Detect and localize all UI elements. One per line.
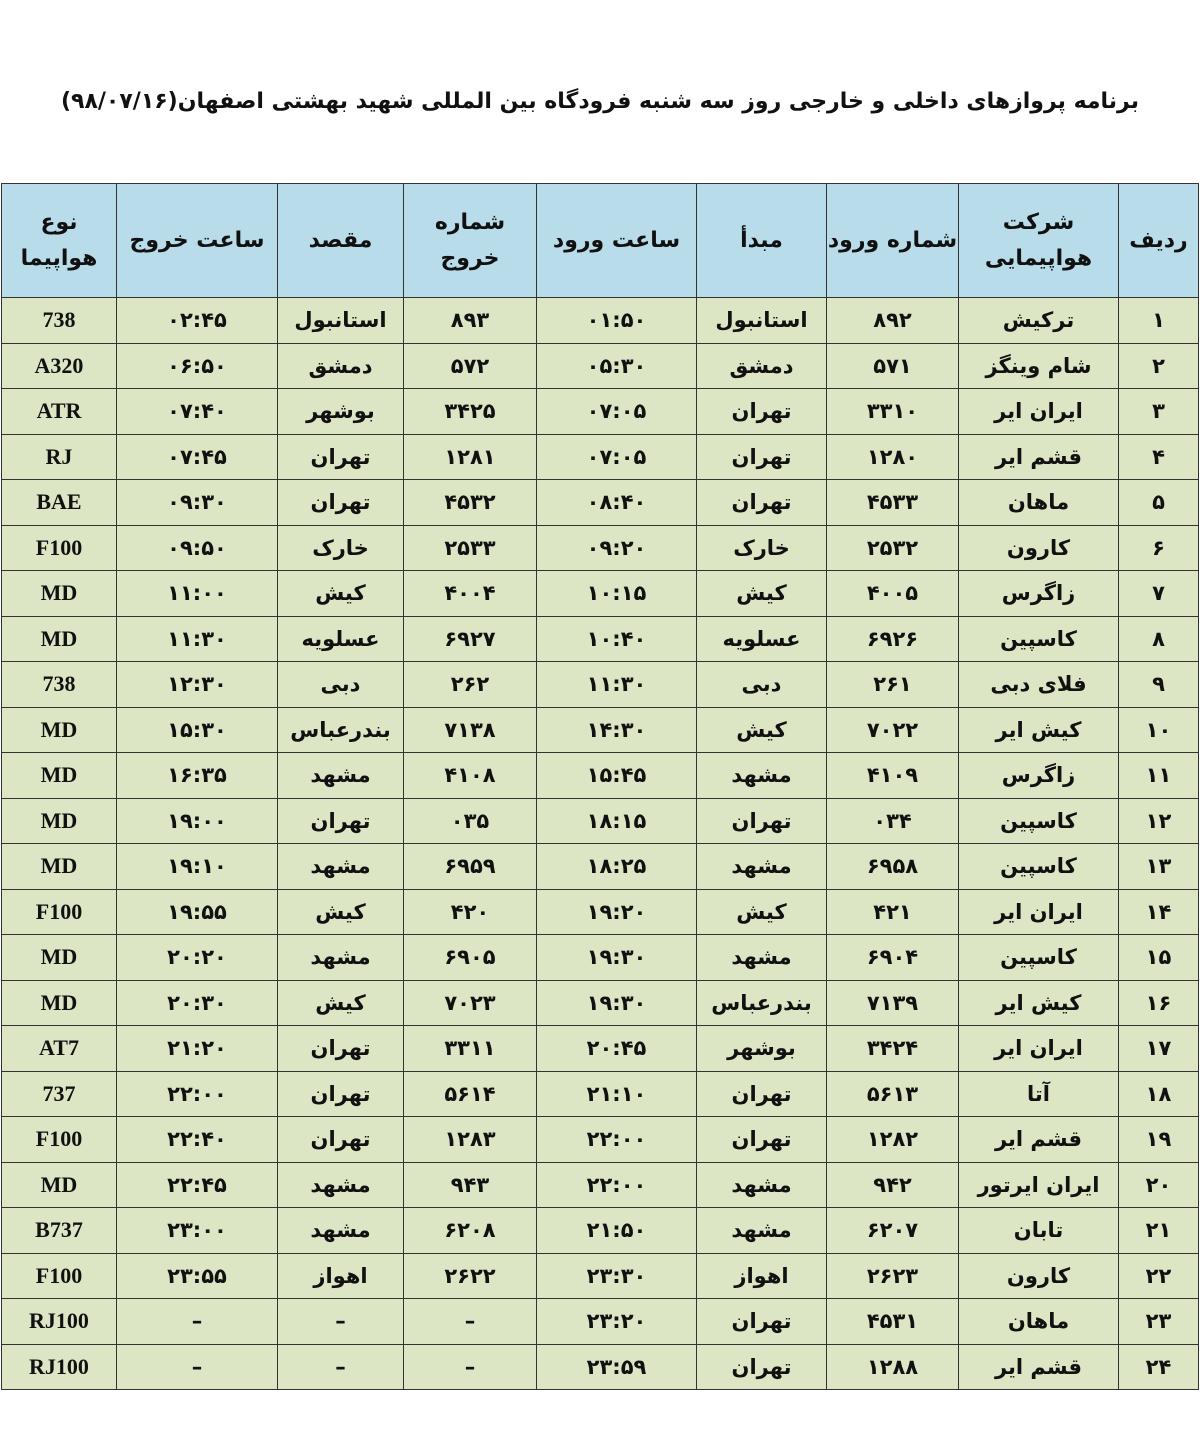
table-body: [2, 298, 1199, 1390]
cell-aircraft-type: MD: [2, 980, 117, 1026]
cell-arrival-flight: ۶۹۲۶: [827, 616, 959, 662]
cell-departure-time: ۱۶:۳۵: [117, 753, 278, 799]
cell-aircraft-type: RJ100: [2, 1344, 117, 1390]
cell-departure-flight: ۴۰۰۴: [404, 571, 537, 617]
cell-origin: تهران: [697, 480, 827, 526]
cell-aircraft-type: AT7: [2, 1026, 117, 1072]
cell-arrival-time: ۱۸:۱۵: [537, 798, 697, 844]
cell-airline: کیش ایر: [959, 707, 1119, 753]
cell-aircraft-type: A320: [2, 343, 117, 389]
cell-arrival-time: ۰۷:۰۵: [537, 434, 697, 480]
cell-departure-flight: ۴۲۰: [404, 889, 537, 935]
cell-airline: قشم ایر: [959, 434, 1119, 480]
cell-departure-time: ۱۲:۳۰: [117, 662, 278, 708]
cell-arrival-flight: ۶۹۰۴: [827, 935, 959, 981]
cell-arrival-flight: ۴۱۰۹: [827, 753, 959, 799]
cell-origin: دمشق: [697, 343, 827, 389]
header-col-departure-time: ساعت خروج: [117, 184, 278, 298]
cell-destination: دبی: [278, 662, 404, 708]
cell-departure-time: ۱۹:۱۰: [117, 844, 278, 890]
cell-arrival-flight: ۷۰۲۲: [827, 707, 959, 753]
cell-row-number: ۱: [1119, 298, 1199, 344]
cell-row-number: ۱۸: [1119, 1071, 1199, 1117]
table-row: [2, 616, 1199, 662]
cell-arrival-flight: ۰۳۴: [827, 798, 959, 844]
cell-row-number: ۱۳: [1119, 844, 1199, 890]
cell-departure-time: ۱۱:۰۰: [117, 571, 278, 617]
cell-departure-time: ۱۱:۳۰: [117, 616, 278, 662]
cell-arrival-time: ۲۲:۰۰: [537, 1117, 697, 1163]
table-row: [2, 844, 1199, 890]
cell-destination: مشهد: [278, 935, 404, 981]
cell-departure-flight: ۷۱۳۸: [404, 707, 537, 753]
cell-origin: کیش: [697, 889, 827, 935]
cell-airline: ایران ایر: [959, 889, 1119, 935]
cell-departure-time: ۱۵:۳۰: [117, 707, 278, 753]
cell-arrival-time: ۲۱:۱۰: [537, 1071, 697, 1117]
cell-aircraft-type: MD: [2, 753, 117, 799]
table-row: [2, 1071, 1199, 1117]
cell-aircraft-type: F100: [2, 1117, 117, 1163]
cell-row-number: ۱۹: [1119, 1117, 1199, 1163]
cell-arrival-time: ۱۹:۲۰: [537, 889, 697, 935]
header-col-airline: شرکت هواپیمایی: [959, 184, 1119, 298]
cell-arrival-flight: ۲۶۲۳: [827, 1253, 959, 1299]
cell-departure-flight: –: [404, 1344, 537, 1390]
header-row: [2, 184, 1199, 298]
cell-origin: تهران: [697, 1344, 827, 1390]
cell-destination: مشهد: [278, 844, 404, 890]
cell-departure-time: ۲۲:۴۰: [117, 1117, 278, 1163]
cell-arrival-time: ۲۳:۳۰: [537, 1253, 697, 1299]
cell-departure-time: –: [117, 1344, 278, 1390]
cell-origin: خارک: [697, 525, 827, 571]
cell-airline: زاگرس: [959, 571, 1119, 617]
cell-departure-flight: ۵۶۱۴: [404, 1071, 537, 1117]
cell-departure-time: ۰۷:۴۰: [117, 389, 278, 435]
cell-origin: مشهد: [697, 753, 827, 799]
cell-arrival-time: ۰۹:۲۰: [537, 525, 697, 571]
table-row: [2, 1299, 1199, 1345]
cell-departure-time: ۲۰:۲۰: [117, 935, 278, 981]
table-row: [2, 707, 1199, 753]
cell-destination: کیش: [278, 889, 404, 935]
cell-row-number: ۱۰: [1119, 707, 1199, 753]
cell-aircraft-type: MD: [2, 616, 117, 662]
cell-origin: کیش: [697, 571, 827, 617]
header-col-aircraft-type: نوع هواپیما: [2, 184, 117, 298]
cell-arrival-flight: ۶۲۰۷: [827, 1208, 959, 1254]
cell-destination: دمشق: [278, 343, 404, 389]
cell-destination: تهران: [278, 1071, 404, 1117]
cell-departure-time: ۲۰:۳۰: [117, 980, 278, 1026]
table-row: [2, 662, 1199, 708]
cell-origin: تهران: [697, 1299, 827, 1345]
cell-aircraft-type: 738: [2, 662, 117, 708]
cell-row-number: ۴: [1119, 434, 1199, 480]
cell-arrival-flight: ۲۶۱: [827, 662, 959, 708]
cell-destination: –: [278, 1299, 404, 1345]
cell-origin: عسلویه: [697, 616, 827, 662]
cell-aircraft-type: MD: [2, 707, 117, 753]
cell-row-number: ۲۰: [1119, 1162, 1199, 1208]
cell-row-number: ۲۲: [1119, 1253, 1199, 1299]
cell-arrival-flight: ۵۶۱۳: [827, 1071, 959, 1117]
cell-departure-time: ۲۳:۰۰: [117, 1208, 278, 1254]
table-row: [2, 798, 1199, 844]
cell-departure-flight: ۷۰۲۳: [404, 980, 537, 1026]
header-col-departure-flight: شماره خروج: [404, 184, 537, 298]
cell-row-number: ۹: [1119, 662, 1199, 708]
cell-origin: بوشهر: [697, 1026, 827, 1072]
cell-origin: تهران: [697, 389, 827, 435]
cell-row-number: ۲۱: [1119, 1208, 1199, 1254]
cell-airline: کارون: [959, 525, 1119, 571]
cell-origin: مشهد: [697, 935, 827, 981]
cell-departure-flight: ۴۱۰۸: [404, 753, 537, 799]
cell-departure-flight: ۳۴۲۵: [404, 389, 537, 435]
cell-arrival-flight: ۸۹۲: [827, 298, 959, 344]
cell-destination: خارک: [278, 525, 404, 571]
cell-departure-flight: ۶۹۲۷: [404, 616, 537, 662]
cell-aircraft-type: F100: [2, 525, 117, 571]
cell-airline: کاسپین: [959, 935, 1119, 981]
table-row: [2, 571, 1199, 617]
table-row: [2, 1344, 1199, 1390]
cell-aircraft-type: BAE: [2, 480, 117, 526]
table-row: [2, 298, 1199, 344]
cell-row-number: ۱۶: [1119, 980, 1199, 1026]
cell-airline: شام وینگز: [959, 343, 1119, 389]
header-col-destination: مقصد: [278, 184, 404, 298]
cell-aircraft-type: MD: [2, 1162, 117, 1208]
cell-aircraft-type: MD: [2, 798, 117, 844]
cell-departure-flight: ۰۳۵: [404, 798, 537, 844]
table-row: [2, 753, 1199, 799]
table-row: [2, 389, 1199, 435]
table-row: [2, 480, 1199, 526]
cell-arrival-time: ۱۰:۴۰: [537, 616, 697, 662]
cell-row-number: ۳: [1119, 389, 1199, 435]
cell-destination: –: [278, 1344, 404, 1390]
cell-arrival-flight: ۴۵۳۳: [827, 480, 959, 526]
cell-departure-time: –: [117, 1299, 278, 1345]
cell-destination: بندرعباس: [278, 707, 404, 753]
cell-row-number: ۸: [1119, 616, 1199, 662]
cell-arrival-time: ۰۵:۳۰: [537, 343, 697, 389]
cell-departure-flight: ۳۳۱۱: [404, 1026, 537, 1072]
cell-origin: استانبول: [697, 298, 827, 344]
cell-departure-time: ۰۷:۴۵: [117, 434, 278, 480]
cell-aircraft-type: 738: [2, 298, 117, 344]
cell-row-number: ۷: [1119, 571, 1199, 617]
cell-row-number: ۲۳: [1119, 1299, 1199, 1345]
cell-origin: تهران: [697, 1117, 827, 1163]
cell-arrival-time: ۲۳:۵۹: [537, 1344, 697, 1390]
cell-destination: استانبول: [278, 298, 404, 344]
header-col-arrival-time: ساعت ورود: [537, 184, 697, 298]
cell-departure-flight: ۴۵۳۲: [404, 480, 537, 526]
cell-airline: ایران ایر: [959, 1026, 1119, 1072]
cell-arrival-flight: ۱۲۸۸: [827, 1344, 959, 1390]
cell-departure-time: ۲۲:۰۰: [117, 1071, 278, 1117]
cell-arrival-time: ۱۸:۲۵: [537, 844, 697, 890]
cell-destination: تهران: [278, 1117, 404, 1163]
cell-origin: تهران: [697, 798, 827, 844]
cell-departure-time: ۰۲:۴۵: [117, 298, 278, 344]
cell-arrival-time: ۱۰:۱۵: [537, 571, 697, 617]
table-row: [2, 1117, 1199, 1163]
cell-row-number: ۱۷: [1119, 1026, 1199, 1072]
cell-arrival-flight: ۴۵۳۱: [827, 1299, 959, 1345]
cell-destination: کیش: [278, 980, 404, 1026]
cell-arrival-time: ۲۲:۰۰: [537, 1162, 697, 1208]
table-row: [2, 1253, 1199, 1299]
table-header: [2, 184, 1199, 298]
cell-departure-time: ۱۹:۰۰: [117, 798, 278, 844]
cell-row-number: ۱۲: [1119, 798, 1199, 844]
table-row: [2, 434, 1199, 480]
cell-row-number: ۶: [1119, 525, 1199, 571]
cell-aircraft-type: ATR: [2, 389, 117, 435]
cell-destination: مشهد: [278, 753, 404, 799]
cell-destination: عسلویه: [278, 616, 404, 662]
cell-departure-flight: ۶۹۰۵: [404, 935, 537, 981]
table-row: [2, 1026, 1199, 1072]
cell-arrival-time: ۰۷:۰۵: [537, 389, 697, 435]
cell-departure-flight: –: [404, 1299, 537, 1345]
flights-table: [1, 183, 1199, 1390]
table-row: [2, 1162, 1199, 1208]
cell-airline: فلای دبی: [959, 662, 1119, 708]
cell-destination: بوشهر: [278, 389, 404, 435]
cell-arrival-flight: ۴۰۰۵: [827, 571, 959, 617]
table-row: [2, 343, 1199, 389]
cell-origin: کیش: [697, 707, 827, 753]
cell-aircraft-type: RJ: [2, 434, 117, 480]
cell-airline: ترکیش: [959, 298, 1119, 344]
cell-arrival-time: ۱۹:۳۰: [537, 980, 697, 1026]
header-col-row-number: ردیف: [1119, 184, 1199, 298]
cell-destination: کیش: [278, 571, 404, 617]
cell-airline: ماهان: [959, 1299, 1119, 1345]
cell-departure-flight: ۲۶۲۲: [404, 1253, 537, 1299]
cell-arrival-flight: ۷۱۳۹: [827, 980, 959, 1026]
cell-origin: مشهد: [697, 844, 827, 890]
cell-airline: ایران ایرتور: [959, 1162, 1119, 1208]
cell-airline: کارون: [959, 1253, 1119, 1299]
table-row: [2, 935, 1199, 981]
cell-arrival-flight: ۱۲۸۰: [827, 434, 959, 480]
cell-origin: بندرعباس: [697, 980, 827, 1026]
cell-aircraft-type: MD: [2, 571, 117, 617]
cell-departure-time: ۰۹:۳۰: [117, 480, 278, 526]
cell-aircraft-type: RJ100: [2, 1299, 117, 1345]
cell-arrival-flight: ۳۴۲۴: [827, 1026, 959, 1072]
cell-departure-time: ۲۲:۴۵: [117, 1162, 278, 1208]
cell-airline: کاسپین: [959, 616, 1119, 662]
header-col-origin: مبدأ: [697, 184, 827, 298]
cell-origin: مشهد: [697, 1162, 827, 1208]
cell-airline: قشم ایر: [959, 1117, 1119, 1163]
cell-destination: اهواز: [278, 1253, 404, 1299]
cell-row-number: ۱۴: [1119, 889, 1199, 935]
cell-departure-flight: ۹۴۳: [404, 1162, 537, 1208]
cell-airline: زاگرس: [959, 753, 1119, 799]
cell-destination: تهران: [278, 1026, 404, 1072]
cell-arrival-time: ۱۱:۳۰: [537, 662, 697, 708]
cell-departure-time: ۰۹:۵۰: [117, 525, 278, 571]
cell-destination: تهران: [278, 798, 404, 844]
cell-arrival-flight: ۵۷۱: [827, 343, 959, 389]
cell-departure-flight: ۵۷۲: [404, 343, 537, 389]
cell-arrival-time: ۰۱:۵۰: [537, 298, 697, 344]
cell-arrival-flight: ۳۳۱۰: [827, 389, 959, 435]
cell-aircraft-type: F100: [2, 889, 117, 935]
header-col-arrival-flight: شماره ورود: [827, 184, 959, 298]
cell-arrival-flight: ۱۲۸۲: [827, 1117, 959, 1163]
cell-origin: تهران: [697, 1071, 827, 1117]
table-row: [2, 525, 1199, 571]
cell-airline: کیش ایر: [959, 980, 1119, 1026]
table-row: [2, 889, 1199, 935]
cell-arrival-time: ۲۰:۴۵: [537, 1026, 697, 1072]
cell-aircraft-type: MD: [2, 844, 117, 890]
cell-arrival-time: ۰۸:۴۰: [537, 480, 697, 526]
cell-airline: قشم ایر: [959, 1344, 1119, 1390]
cell-airline: کاسپین: [959, 798, 1119, 844]
cell-row-number: ۲۴: [1119, 1344, 1199, 1390]
page-title: برنامه پروازهای داخلی و خارجی روز سه شنبه فرودگاه بین المللی شهید بهشتی اصفهان(۹۸/۰۷/۱۶): [60, 89, 1140, 114]
cell-departure-flight: ۱۲۸۳: [404, 1117, 537, 1163]
cell-arrival-flight: ۲۵۳۲: [827, 525, 959, 571]
cell-row-number: ۱۵: [1119, 935, 1199, 981]
cell-departure-flight: ۲۵۳۳: [404, 525, 537, 571]
cell-arrival-flight: ۴۲۱: [827, 889, 959, 935]
table-row: [2, 1208, 1199, 1254]
cell-arrival-time: ۱۵:۴۵: [537, 753, 697, 799]
cell-destination: مشهد: [278, 1208, 404, 1254]
cell-destination: مشهد: [278, 1162, 404, 1208]
cell-origin: اهواز: [697, 1253, 827, 1299]
cell-airline: ماهان: [959, 480, 1119, 526]
cell-aircraft-type: F100: [2, 1253, 117, 1299]
cell-aircraft-type: B737: [2, 1208, 117, 1254]
cell-airline: آتا: [959, 1071, 1119, 1117]
cell-departure-flight: ۲۶۲: [404, 662, 537, 708]
cell-origin: تهران: [697, 434, 827, 480]
cell-departure-flight: ۶۹۵۹: [404, 844, 537, 890]
cell-departure-flight: ۱۲۸۱: [404, 434, 537, 480]
cell-origin: دبی: [697, 662, 827, 708]
cell-airline: تابان: [959, 1208, 1119, 1254]
cell-departure-flight: ۸۹۳: [404, 298, 537, 344]
cell-departure-time: ۲۱:۲۰: [117, 1026, 278, 1072]
cell-arrival-time: ۱۴:۳۰: [537, 707, 697, 753]
cell-arrival-time: ۲۱:۵۰: [537, 1208, 697, 1254]
cell-row-number: ۲: [1119, 343, 1199, 389]
cell-arrival-flight: ۶۹۵۸: [827, 844, 959, 890]
cell-row-number: ۵: [1119, 480, 1199, 526]
cell-origin: مشهد: [697, 1208, 827, 1254]
cell-arrival-flight: ۹۴۲: [827, 1162, 959, 1208]
cell-airline: کاسپین: [959, 844, 1119, 890]
cell-departure-time: ۱۹:۵۵: [117, 889, 278, 935]
cell-departure-time: ۲۳:۵۵: [117, 1253, 278, 1299]
cell-departure-flight: ۶۲۰۸: [404, 1208, 537, 1254]
cell-destination: تهران: [278, 480, 404, 526]
cell-arrival-time: ۱۹:۳۰: [537, 935, 697, 981]
cell-aircraft-type: MD: [2, 935, 117, 981]
cell-row-number: ۱۱: [1119, 753, 1199, 799]
cell-destination: تهران: [278, 434, 404, 480]
cell-airline: ایران ایر: [959, 389, 1119, 435]
cell-aircraft-type: 737: [2, 1071, 117, 1117]
cell-departure-time: ۰۶:۵۰: [117, 343, 278, 389]
cell-arrival-time: ۲۳:۲۰: [537, 1299, 697, 1345]
table-row: [2, 980, 1199, 1026]
